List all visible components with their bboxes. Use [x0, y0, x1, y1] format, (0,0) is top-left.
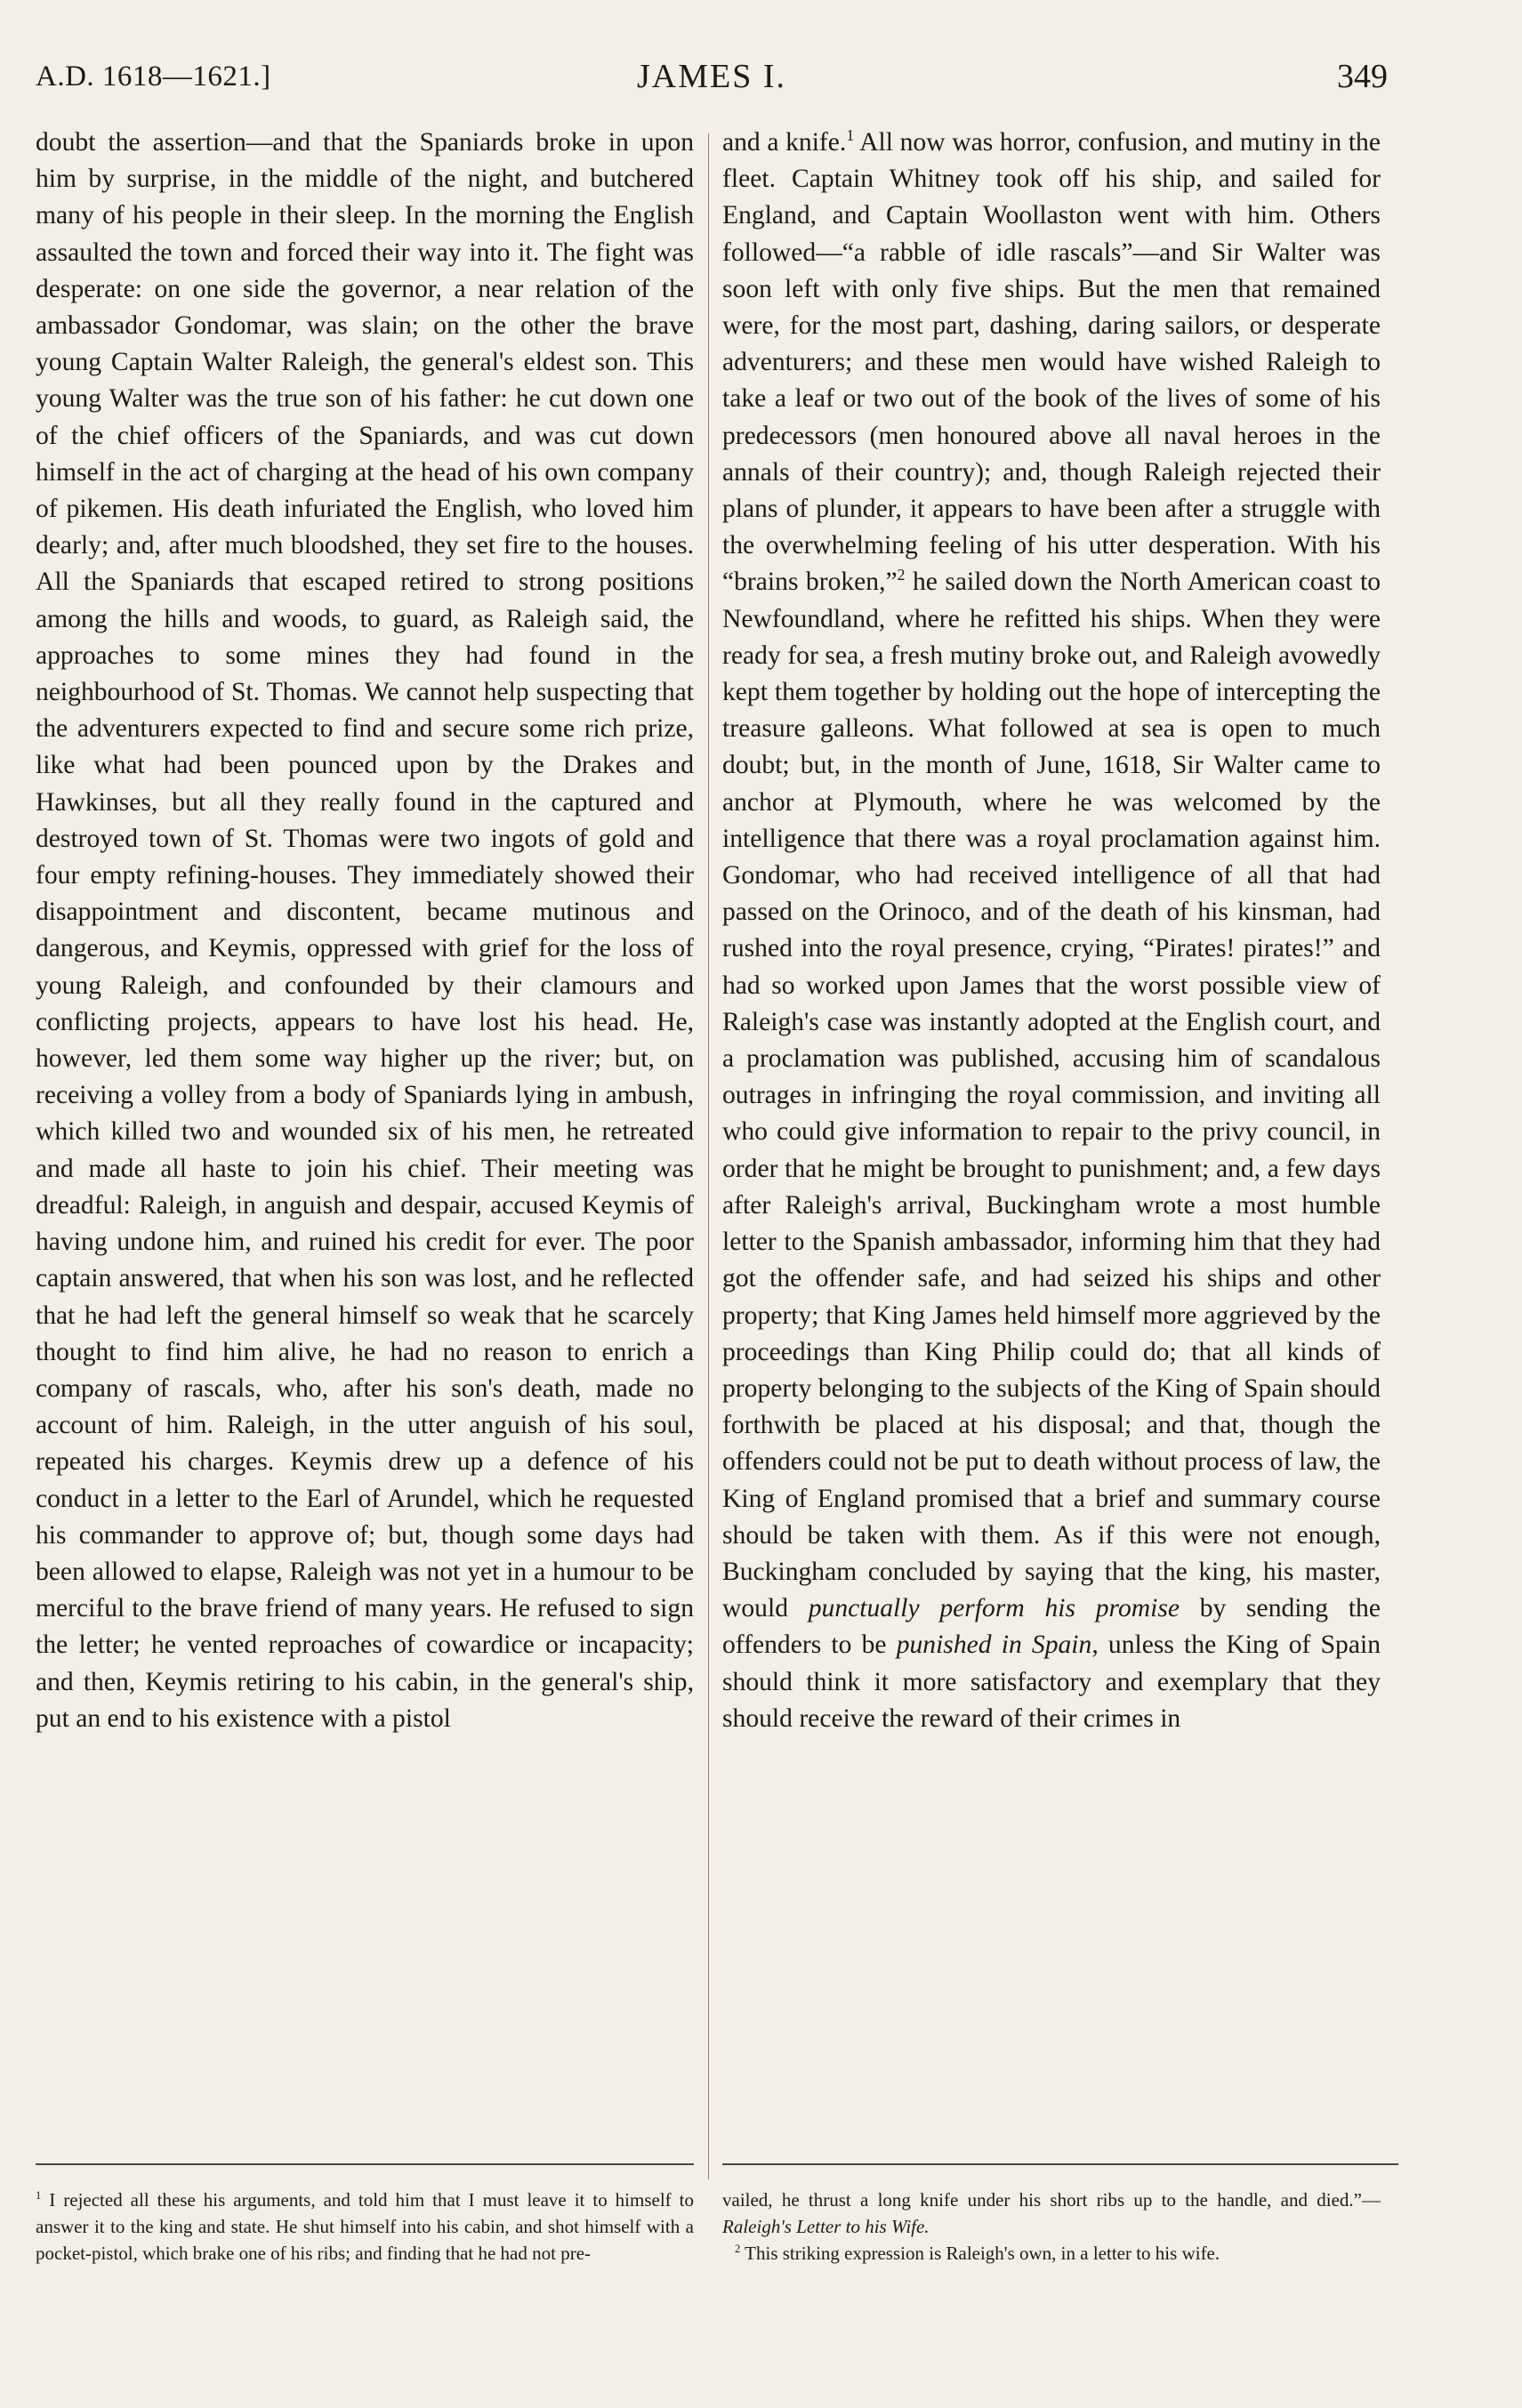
footnote-rule-left: [36, 2163, 694, 2165]
right-column-text: [722, 125, 1381, 1737]
footnote-1-text: I rejected all these his arguments, and told him that I must leave it to himself to answer it to the king and state. He shut himself into his cabin, and shot himself with a pocket-pistol, which brake one of his ribs; and finding that he had not pre-: [36, 2189, 694, 2264]
footnote-2: [722, 2240, 1381, 2267]
italic-phrase-2: punished in Spain: [896, 1631, 1092, 1660]
footnote-1-continued-text: vailed, he thrust a long knife under his short ribs up to the handle, and died.”—: [722, 2189, 1381, 2211]
page-number: 349: [1337, 58, 1388, 95]
footnote-1-marker: 1: [36, 2189, 42, 2202]
italic-phrase-1: punctually perform his promise: [808, 1594, 1180, 1623]
footnote-1-source: Raleigh's Letter to his Wife.: [722, 2216, 930, 2237]
right-column: [722, 125, 1381, 2153]
right-text-part-2: All now was horror, confusion, and mutiny in the fleet. Captain Whitney took off his ship, and sailed for England, and Captain Woollaston went with him. Others followed—“a rabble of idle rascals”—and Sir Walter was soon left with only five ships. But the men that remained were, for the most part, dashing, daring sailors, or desperate adventurers; and these men would have wished Raleigh to take a leaf or two out of the book of the lives of some of his predecessors (men honoured above all naval heroes in the annals of their country); and, though Raleigh rejected their plans of plunder, it appears to have been after a struggle with the overwhelming feeling of his utter desperation. With his “brains broken,”: [722, 128, 1381, 597]
footnote-2-text: This striking expression is Raleigh's own, in a letter to his wife.: [740, 2243, 1220, 2264]
right-text-part-1: and a knife.: [722, 128, 847, 157]
footnote-2-marker: 2: [735, 2243, 741, 2255]
footnote-1: [36, 2187, 694, 2267]
left-column-text: doubt the assertion—and that the Spaniards broke in upon him by surprise, in the middle of the night, and butchered many of his people in their sleep. In the morning the English assaulted the town and forced their way into it. The fight was desperate: on one side the governor, a near relation of the ambassador Gondomar, was slain; on the other the brave young Captain Walter Raleigh, the general's eldest son. This young Walter was the true son of his father: he cut down one of the chief officers of the Spaniards, and was cut down himself in the act of charging at the head of his own company of pikemen. His death infuriated the English, who loved him dearly; and, after much bloodshed, they set fire to the houses. All the Spaniards that escaped retired to strong positions among the hills and woods, to guard, as Raleigh said, the approaches to some mines they had found in the neighbourhood of St. Thomas. We cannot help suspecting that the adventurers expected to find and secure some rich prize, like what had been pounced upon by the Drakes and Hawkinses, but all they really found in the captured and destroyed town of St. Thomas were two ingots of gold and four empty refining-houses. They immediately showed their disappointment and discontent, became mutinous and dangerous, and Keymis, oppressed with grief for the loss of young Raleigh, and confounded by their clamours and conflicting projects, appears to have lost his head. He, however, led them some way higher up the river; but, on receiving a volley from a body of Spaniards lying in ambush, which killed two and wounded six of his men, he retreated and made all haste to join his chief. Their meeting was dreadful: Raleigh, in anguish and despair, accused Keymis of having undone him, and ruined his credit for ever. The poor captain answered, that when his son was lost, and he reflected that he had left the general himself so weak that he scarcely thought to find him alive, he had no reason to enrich a company of rascals, who, after his son's death, made no account of him. Raleigh, in the utter anguish of his soul, repeated his charges. Keymis drew up a defence of his conduct in a letter to the Earl of Arundel, which he requested his commander to approve of; but, though some days had been allowed to elapse, Raleigh was not yet in a humour to be merciful to the brave friend of many years. He refused to sign the letter; he vented reproaches of cowardice or incapacity; and then, Keymis retiring to his cabin, in the general's ship, put an end to his existence with a pistol: [36, 128, 694, 1733]
left-column: [36, 125, 694, 2153]
running-header: [36, 52, 1388, 105]
footnote-1-continued: [722, 2187, 1381, 2240]
right-text-part-4: by sending the offenders to be: [722, 1594, 1381, 1660]
column-divider: [708, 133, 709, 2179]
footnote-ref-1: 1: [846, 126, 855, 145]
right-text-part-5: , unless the King of Spain should think it more satisfactory and exemplary that they should receive the reward of their crimes in: [722, 1631, 1381, 1733]
header-title: JAMES I.: [636, 58, 787, 95]
footnotes-right: [722, 2187, 1381, 2267]
footnote-rule-right: [722, 2163, 1398, 2165]
footnote-ref-2: 2: [897, 566, 906, 584]
right-text-part-3: he sailed down the North American coast to Newfoundland, where he refitted his ships. When they were ready for sea, a fresh mutiny broke out, and Raleigh avowedly kept them together by holding out the hope of intercepting the treasure galleons. What followed at sea is open to much doubt; but, in the month of June, 1618, Sir Walter came to anchor at Plymouth, where he was welcomed by the intelligence that there was a royal proclamation against him. Gondomar, who had received intelligence of all that had passed on the Orinoco, and of the death of his kinsman, had rushed into the royal presence, crying, “Pirates! pirates!” and had so worked upon James that the worst possible view of Raleigh's case was instantly adopted at the English court, and a proclamation was published, accusing him of scandalous outrages in infringing the royal commission, and inviting all who could give information to repair to the privy council, in order that he might be brought to punishment; and, a few days after Raleigh's arrival, Buckingham wrote a most humble letter to the Spanish ambassador, informing him that they had got the offender safe, and had seized his ships and other property; that King James held himself more aggrieved by the proceedings than King Philip could do; that all kinds of property belonging to the subjects of the King of Spain should forthwith be placed at his disposal; and that, though the offenders could not be put to death without process of law, the King of England promised that a brief and summary course should be taken with them. As if this were not enough, Buckingham concluded by saying that the king, his master, would: [722, 568, 1381, 1623]
header-date-range: A.D. 1618—1621.]: [36, 60, 271, 93]
